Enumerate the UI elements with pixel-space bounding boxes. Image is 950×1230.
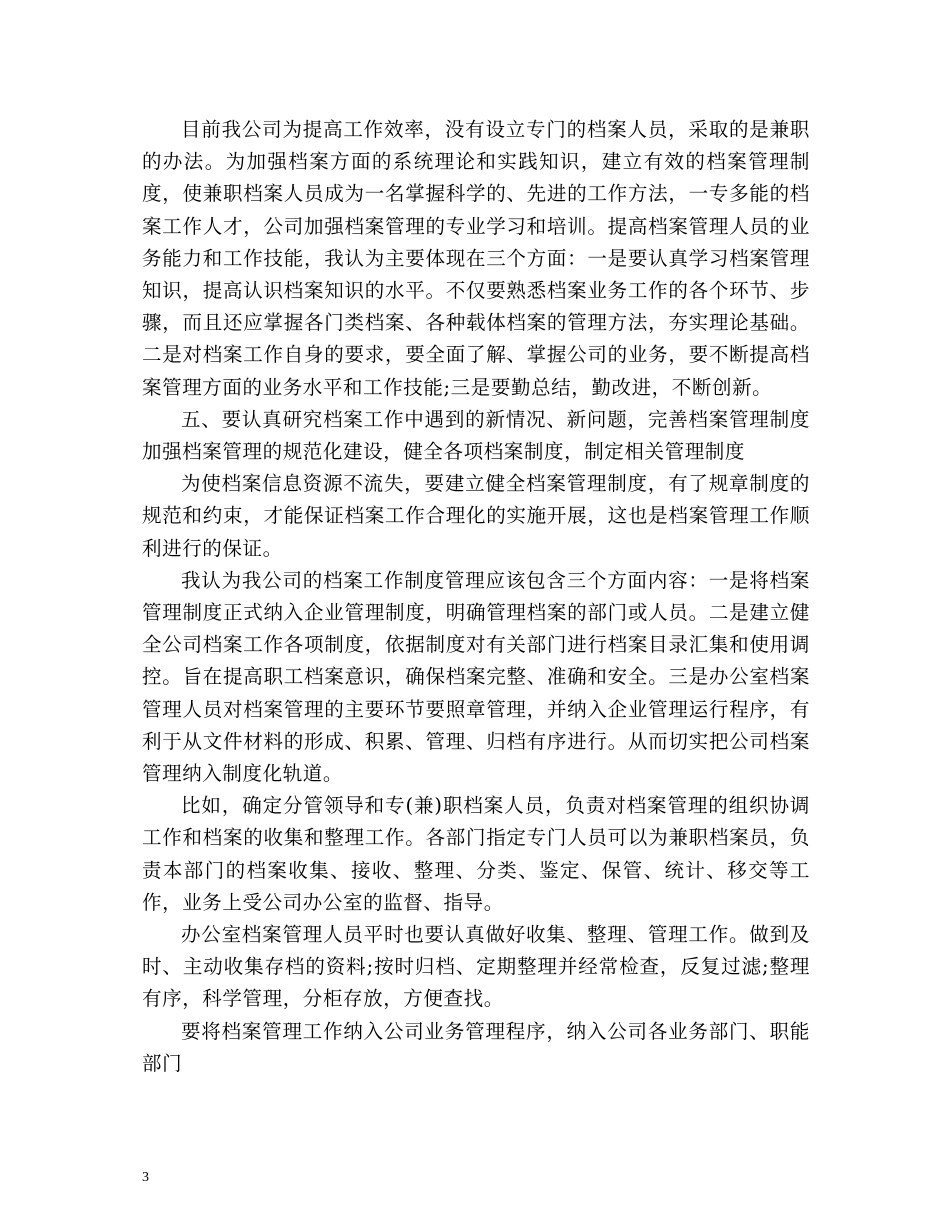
paragraph-2: 五、要认真研究档案工作中遇到的新情况、新问题，完善档案管理制度加强档案管理的规范化建设，健全各项档案制度，制定相关管理制度 <box>142 407 810 464</box>
paragraph-7: 要将档案管理工作纳入公司业务管理程序，纳入公司各业务部门、职能部门 <box>142 1019 810 1075</box>
paragraph-4: 我认为我公司的档案工作制度管理应该包含三个方面内容：一是将档案管理制度正式纳入企业管理制度，明确管理档案的部门或人员。二是建立健全公司档案工作各项制度，依据制度对有关部门进行档案目录汇集和使用调控。旨在提高职工档案意识，确保档案完整、准确和安全。三是办公室档案管理人员对档案管理的主要环节要照章管理，并纳入企业管理运行程序，有利于从文件材料的形成、积累、管理、归档有序进行。从而切实把公司档案管理纳入制度化轨道。 <box>142 568 810 786</box>
paragraph-3: 为使档案信息资源不流失，要建立健全档案管理制度，有了规章制度的规范和约束，才能保证档案工作合理化的实施开展，这也是档案管理工作顺利进行的保证。 <box>142 472 810 560</box>
document-body <box>142 114 810 1080</box>
paragraph-1: 目前我公司为提高工作效率，没有设立专门的档案人员，采取的是兼职的办法。为加强档案方面的系统理论和实践知识，建立有效的档案管理制度，使兼职档案人员成为一名掌握科学的、先进的工作方法，一专多能的档案工作人才，公司加强档案管理的专业学习和培训。提高档案管理人员的业务能力和工作技能，我认为主要体现在三个方面：一是要认真学习档案管理知识，提高认识档案知识的水平。不仅要熟悉档案业务工作的各个环节、步骤，而且还应掌握各门类档案、各种载体档案的管理方法，夯实理论基础。二是对档案工作自身的要求，要全面了解、掌握公司的业务，要不断提高档案管理方面的业务水平和工作技能;三是要勤总结，勤改进，不断创新。 <box>142 118 810 399</box>
paragraph-5: 比如，确定分管领导和专(兼)职档案人员，负责对档案管理的组织协调工作和档案的收集和整理工作。各部门指定专门人员可以为兼职档案员，负责本部门的档案收集、接收、整理、分类、鉴定、保管、统计、移交等工作，业务上受公司办公室的监督、指导。 <box>142 794 810 914</box>
page-number: 3 <box>142 1170 149 1185</box>
paragraph-6: 办公室档案管理人员平时也要认真做好收集、整理、管理工作。做到及时、主动收集存档的资料;按时归档、定期整理并经常检查，反复过滤;整理有序，科学管理，分柜存放，方便查找。 <box>142 923 810 1011</box>
